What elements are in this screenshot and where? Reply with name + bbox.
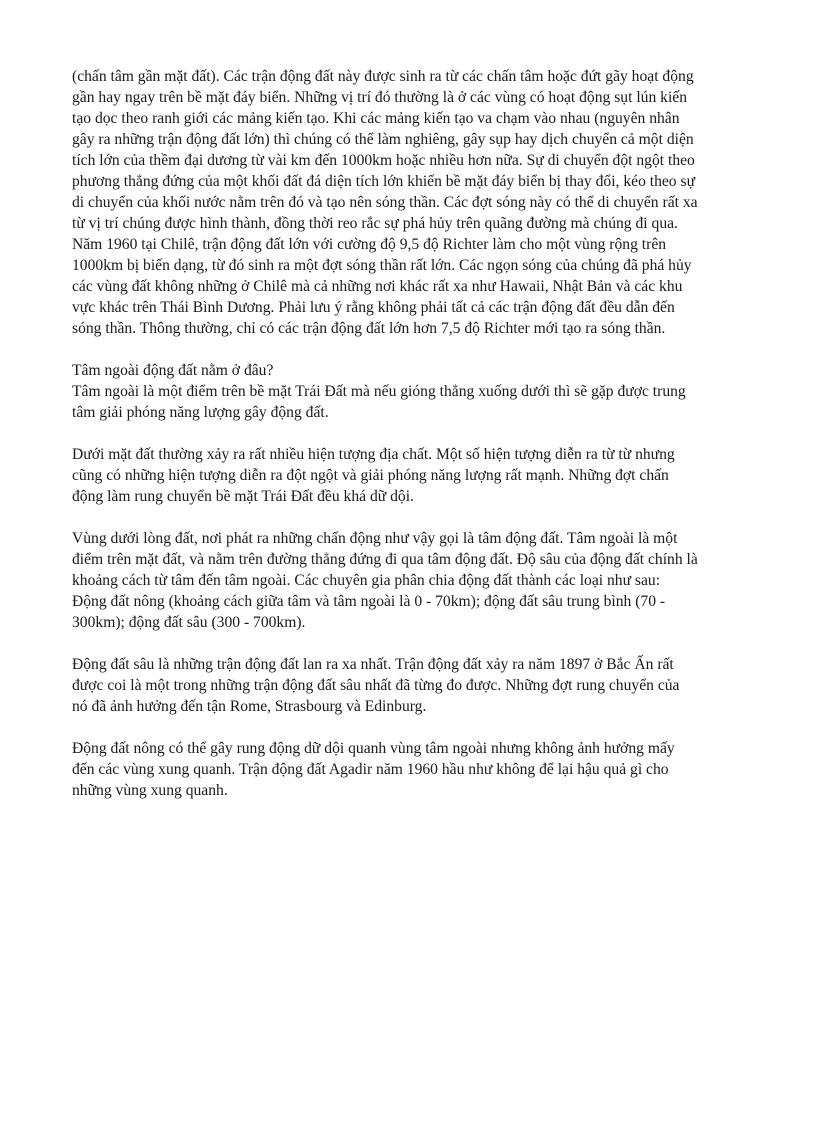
text-line: Động đất sâu là những trận động đất lan ra xa nhất. Trận động đất xảy ra năm 1897 ở Bắc Ấn rất — [72, 656, 674, 673]
text-line: 300km); động đất sâu (300 - 700km). — [72, 614, 306, 631]
text-line: Vùng dưới lòng đất, nơi phát ra những chấn động như vậy gọi là tâm động đất. Tâm ngoài là một — [72, 530, 678, 547]
text-line: tâm giải phóng năng lượng gây động đất. — [72, 404, 329, 421]
text-line: khoảng cách từ tâm đến tâm ngoài. Các chuyên gia phân chia động đất thành các loại như sau: — [72, 572, 661, 589]
text-line: Động đất nông (khoảng cách giữa tâm và tâm ngoài là 0 - 70km); động đất sâu trung bình (70 - — [72, 593, 666, 610]
paragraph-epicenter-question — [72, 360, 772, 423]
text-line: phương thẳng đứng của một khối đất đá diện tích lớn khiến bề mặt đáy biển bị thay đổi, kéo theo sự — [72, 173, 696, 190]
text-line: điểm trên mặt đất, và nằm trên đường thẳng đứng đi qua tâm động đất. Độ sâu của động đất chính là — [72, 551, 698, 568]
text-line: cũng có những hiện tượng diễn ra đột ngột và giải phóng năng lượng rất mạnh. Những đợt chấn — [72, 467, 669, 484]
text-line: được coi là một trong những trận động đất sâu nhất đã từng đo được. Những đợt rung chuyển của — [72, 677, 680, 694]
text-line: Dưới mặt đất thường xảy ra rất nhiều hiện tượng địa chất. Một số hiện tượng diễn ra từ từ nhưng — [72, 446, 675, 463]
text-line: vực khác trên Thái Bình Dương. Phải lưu ý rằng không phải tất cả các trận động đất đều dẫn đến — [72, 299, 675, 316]
text-line: Động đất nông có thể gây rung động dữ dội quanh vùng tâm ngoài nhưng không ảnh hưởng mấy — [72, 740, 675, 757]
paragraph-geologic-phenomena — [72, 444, 772, 507]
text-line: tích lớn của thềm đại dương từ vài km đến 1000km hoặc nhiều hơn nữa. Sự di chuyển đột ngột theo — [72, 152, 695, 169]
paragraph-shallow-earthquakes — [72, 738, 772, 801]
text-line: đến các vùng xung quanh. Trận động đất Agadir năm 1960 hầu như không để lại hậu quả gì cho — [72, 761, 669, 778]
text-line: gây ra những trận động đất lớn) thì chúng có thể làm nghiêng, gây sụp hay dịch chuyển cả một diện — [72, 131, 694, 148]
paragraph-earthquake-depth — [72, 528, 772, 633]
text-line: Tâm ngoài là một điểm trên bề mặt Trái Đất mà nếu gióng thẳng xuống dưới thì sẽ gặp được trung — [72, 383, 686, 400]
section-question: Tâm ngoài động đất nằm ở đâu? — [72, 362, 274, 379]
text-line: (chấn tâm gần mặt đất). Các trận động đất này được sinh ra từ các chấn tâm hoặc đứt gãy hoạt động — [72, 68, 694, 85]
text-line: gần hay ngay trên bề mặt đáy biển. Những vị trí đó thường là ở các vùng có hoạt động sụt lún kiến — [72, 89, 687, 106]
text-line: 1000km bị biến dạng, từ đó sinh ra một đợt sóng thần rất lớn. Các ngọn sóng của chúng đã phá hủy — [72, 257, 692, 274]
text-line: những vùng xung quanh. — [72, 782, 228, 799]
paragraph-deep-earthquakes — [72, 654, 772, 717]
text-line: các vùng đất không những ở Chilê mà cả những nơi khác rất xa như Hawaii, Nhật Bản và các khu — [72, 278, 683, 295]
document-page — [72, 66, 772, 822]
text-line: Năm 1960 tại Chilê, trận động đất lớn với cường độ 9,5 độ Richter làm cho một vùng rộng trên — [72, 236, 667, 253]
text-line: từ vị trí chúng được hình thành, đồng thời reo rắc sự phá hủy trên quãng đường mà chúng đi qua. — [72, 215, 678, 232]
text-line: di chuyển của khối nước nằm trên đó và tạo nên sóng thần. Các đợt sóng này có thể di chuyển rất xa — [72, 194, 698, 211]
text-line: động làm rung chuyển bề mặt Trái Đất đều khá dữ dội. — [72, 488, 414, 505]
text-line: nó đã ảnh hưởng đến tận Rome, Strasbourg và Edinburg. — [72, 698, 427, 715]
text-line: tạo dọc theo ranh giới các mảng kiến tạo. Khi các mảng kiến tạo va chạm vào nhau (nguyên nhân — [72, 110, 680, 127]
paragraph-tsunami-causes — [72, 66, 772, 339]
text-line: sóng thần. Thông thường, chỉ có các trận động đất lớn hơn 7,5 độ Richter mới tạo ra sóng thần. — [72, 320, 666, 337]
